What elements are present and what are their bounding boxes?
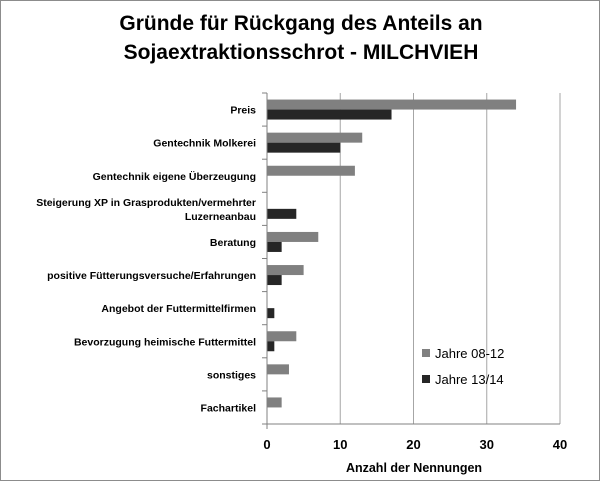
x-tick-label-2: 20: [406, 437, 421, 452]
category-label-line: Gentechnik Molkerei: [153, 137, 256, 150]
category-label-6: [101, 303, 256, 315]
category-label-5: [47, 270, 256, 282]
bar-series-2-cat-4: [267, 242, 282, 252]
x-tick-label-3: 30: [479, 437, 494, 452]
chart-title-line-2: Sojaextraktionsschrot - MILCHVIEH: [123, 41, 479, 64]
legend-swatch-2: [422, 375, 430, 383]
category-label-line: Luzerneanbau: [184, 210, 256, 223]
legend-label-2: Jahre 13/14: [435, 372, 504, 387]
bar-series-2-cat-6: [267, 308, 274, 318]
bar-chart-plot: [1, 1, 600, 481]
x-tick-label-4: 40: [552, 437, 568, 452]
bar-series-1-cat-0: [267, 100, 516, 110]
category-label-2: [93, 170, 256, 183]
category-label-8: [207, 369, 256, 381]
x-axis-title: Anzahl der Nennungen: [345, 461, 483, 475]
category-label-line: sonstiges: [206, 369, 256, 382]
category-label-line: Steigerung XP in Grasprodukten/vermehrter: [36, 196, 256, 209]
category-label-3: [36, 197, 256, 223]
bar-series-1-cat-1: [267, 133, 362, 143]
bar-series-1-cat-4: [267, 232, 318, 242]
legend-swatch-1: [422, 349, 430, 357]
chart-title-line-1: Gründe für Rückgang des Anteils an: [119, 12, 483, 35]
category-label-line: positive Fütterungsversuche/Erfahrungen: [47, 270, 256, 283]
bar-series-2-cat-7: [267, 341, 274, 351]
bar-series-1-cat-5: [267, 265, 304, 275]
category-label-line: Fachartikel: [200, 402, 256, 415]
category-label-7: [74, 336, 256, 348]
category-label-1: [153, 138, 256, 150]
bar-series-1-cat-2: [267, 166, 355, 176]
bar-series-1-cat-7: [267, 331, 296, 341]
category-label-line: Angebot der Futtermittelfirmen: [101, 303, 256, 316]
legend-label-1: Jahre 08-12: [435, 346, 505, 361]
category-label-line: Beratung: [209, 236, 256, 249]
category-label-0: [230, 105, 256, 117]
category-label-4: [210, 237, 256, 249]
category-label-9: [201, 402, 257, 414]
bar-series-2-cat-1: [267, 143, 340, 153]
x-tick-label-1: 10: [333, 437, 348, 452]
bar-series-2-cat-5: [267, 275, 282, 285]
category-label-line: Preis: [230, 104, 256, 117]
x-tick-label-0: 0: [263, 437, 271, 452]
bar-series-2-cat-0: [267, 110, 392, 120]
bar-series-2-cat-3: [267, 209, 296, 219]
bar-series-1-cat-9: [267, 397, 282, 407]
category-label-line: Bevorzugung heimische Futtermittel: [73, 336, 256, 349]
category-label-line: Gentechnik eigene Überzeugung: [92, 170, 256, 183]
bar-series-1-cat-8: [267, 364, 289, 374]
